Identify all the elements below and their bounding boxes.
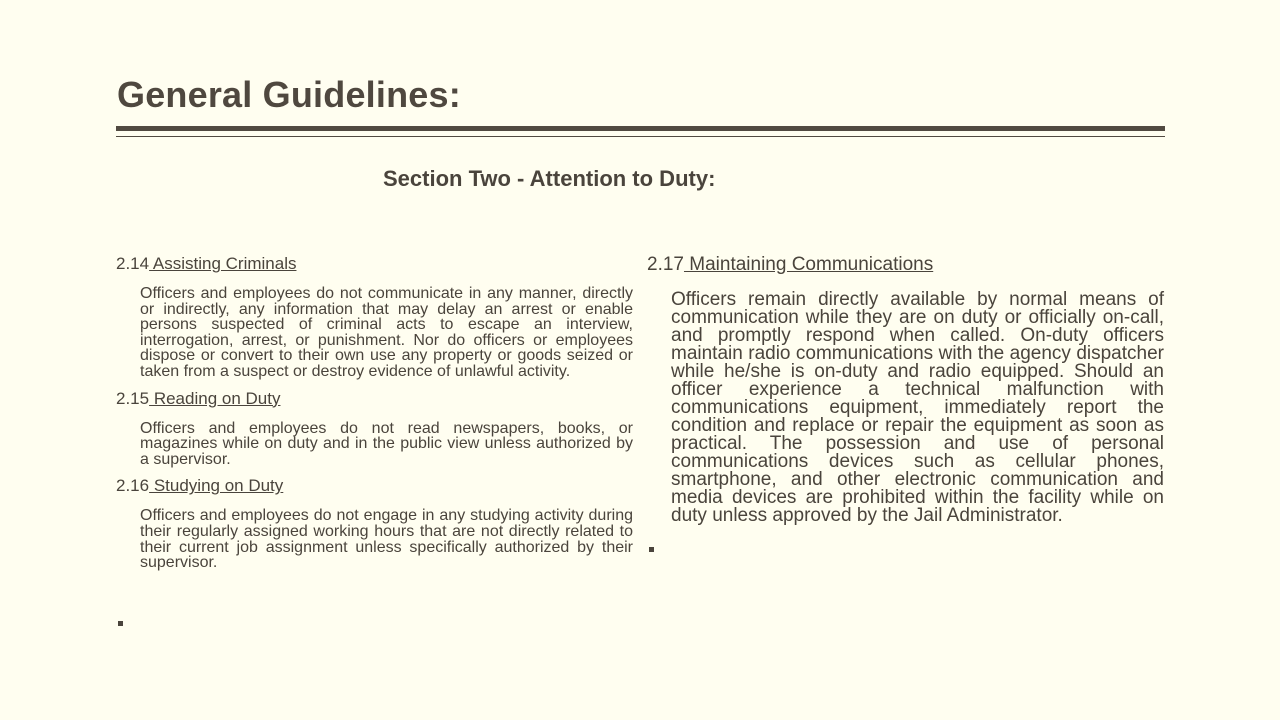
page-title: General Guidelines:	[117, 74, 461, 115]
item-heading-2-16	[116, 476, 633, 496]
item-number: 2.14	[116, 254, 150, 273]
item-heading-2-14	[116, 254, 633, 274]
title-divider-thick	[116, 126, 1165, 131]
item-number: 2.16	[116, 476, 150, 496]
item-body-2-15: Officers and employees do not read newspapers, books, or magazines while on duty and in the public view unless authorized by a supervisor.	[140, 419, 633, 468]
item-body-2-16: Officers and employees do not engage in any studying activity during their regularly assigned working hours that are not directly related to their current job assignment unless specifically authorized by their supervisor.	[140, 507, 633, 572]
item-number: 2.15	[116, 388, 150, 408]
right-column	[647, 254, 1164, 525]
empty-bullet-marker	[649, 547, 654, 552]
item-body-2-14: Officers and employees do not communicate in any manner, directly or indirectly, any information that may delay an arrest or enable persons suspected of criminal acts to escape an interview, interrogation, arrest, or punishment. Nor do officers or employees dispose or convert to their own use any property or goods seized or taken from a suspect or destroy evidence of unlawful activity.	[140, 285, 633, 380]
item-title: Studying on Duty	[149, 476, 284, 496]
section-heading: Section Two - Attention to Duty:	[383, 166, 716, 191]
title-divider-thin	[116, 136, 1165, 137]
item-number: 2.17	[647, 254, 684, 275]
empty-bullet-marker	[118, 621, 123, 626]
item-title: Reading on Duty	[149, 388, 281, 408]
item-title: Assisting Criminals	[149, 254, 297, 273]
item-title: Maintaining Communications	[683, 254, 934, 275]
item-body-2-17: Officers remain directly available by normal means of communication while they are on duty or officially on-call, and promptly respond when called. On-duty officers maintain radio communications with the agency dispatcher while he/she is on-duty and radio equipped. Should an officer experience a technical malfunction with communications equipment, immediately report the condition and replace or repair the equipment as soon as practical. The possession and use of personal communications devices such as cellular phones, smartphone, and other electronic communication and media devices are prohibited within the facility while on duty unless approved by the Jail Administrator.	[671, 289, 1164, 526]
left-column	[116, 254, 633, 571]
item-heading-2-17	[647, 254, 1164, 276]
item-heading-2-15	[116, 389, 633, 409]
